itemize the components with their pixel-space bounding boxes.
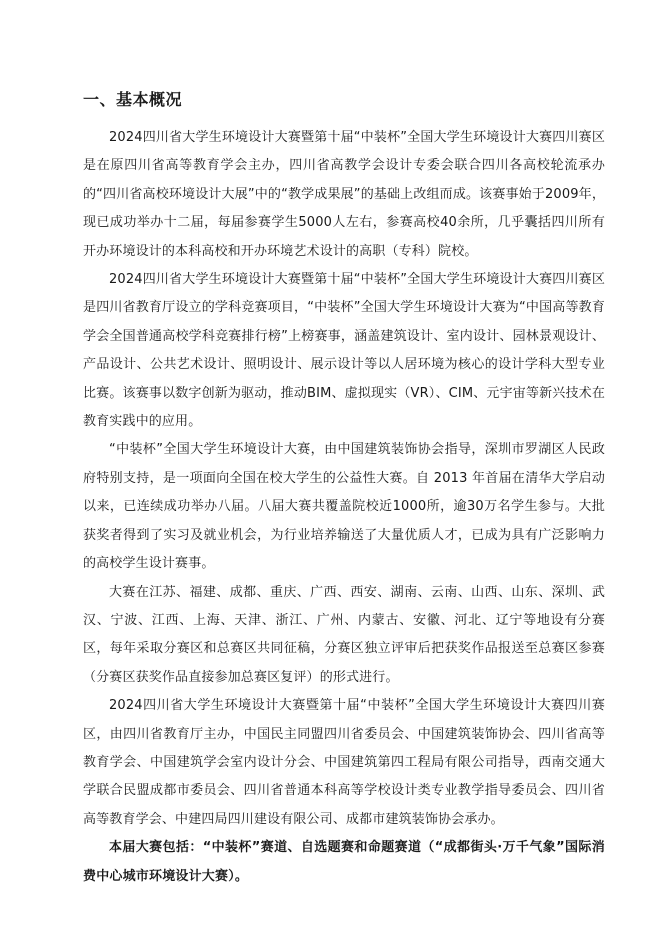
body-text: [83, 124, 605, 891]
section-heading: 一、基本概况: [83, 90, 183, 109]
paragraph-divisions: 大赛在江苏、福建、成都、重庆、广西、西安、湖南、云南、山西、山东、深圳、武汉、宁波、江西、上海、天津、浙江、广州、内蒙古、安徽、河北、辽宁等地设有分赛区，每年采取分赛区和总赛区共同征稿，分赛区独立评审后把获奖作品报送至总赛区参赛（分赛区获奖作品直接参加总赛区复评）的形式进行。: [83, 584, 605, 685]
paragraph-organizers: 2024四川省大学生环境设计大赛暨第十届“中装杯”全国大学生环境设计大赛四川赛区，由四川省教育厅主办，中国民主同盟四川省委员会、中国建筑装饰协会、四川省高等教育学会、中国建筑学会室内设计分会、中国建筑第四工程局有限公司指导，西南交通大学联合民盟成都市委员会、四川省普通本科高等学校设计类专业教学指导委员会、四川省高等教育学会、中建四局四川建设有限公司、成都市建筑装饰协会承办。: [83, 698, 605, 827]
paragraph-zhongzhuang-cup: “中装杯”全国大学生环境设计大赛，由中国建筑装饰协会指导，深圳市罗湖区人民政府特别支持，是一项面向全国在校大学生的公益性大赛。自 2013 年首届在清华大学启动以来，已连续成功举办八届。八届大赛共覆盖院校近1000所，逾30万名学生参与。大批获奖者得到了实习及就业机会，为行业培养输送了大量优质人才，已成为具有广泛影响力的高校学生设计赛事。: [83, 442, 605, 572]
paragraph-competition-scope: 2024四川省大学生环境设计大赛暨第十届“中装杯”全国大学生环境设计大赛四川赛区是四川省教育厅设立的学科竞赛项目，“中装杯”全国大学生环境设计大赛为“中国高等教育学会全国普通高校学科竞赛排行榜”上榜赛事，涵盖建筑设计、室内设计、园林景观设计、产品设计、公共艺术设计、照明设计、展示设计等以人居环境为核心的设计学科大型专业比赛。该赛事以数字创新为驱动，推动BIM、虚拟现实（VR）、CIM、元宇宙等新兴技术在教育实践中的应用。: [83, 272, 605, 430]
paragraph-competition-history: 2024四川省大学生环境设计大赛暨第十届“中装杯”全国大学生环境设计大赛四川赛区是在原四川省高等教育学会主办，四川省高教学会设计专委会联合四川各高校轮流承办的“四川省高校环境设计大展”中的“教学成果展”的基础上改组而成。该赛事始于2009年，现已成功举办十二届，每届参赛学生5000人左右，参赛高校40余所，几乎囊括四川所有开办环境设计的本科高校和开办环境艺术设计的高职（专科）院校。: [83, 130, 605, 259]
closing-statement: 本届大赛包括：“中装杯”赛道、自选题赛和命题赛道（“成都街头·万千气象”国际消费中心城市环境设计大赛）。: [83, 840, 605, 884]
